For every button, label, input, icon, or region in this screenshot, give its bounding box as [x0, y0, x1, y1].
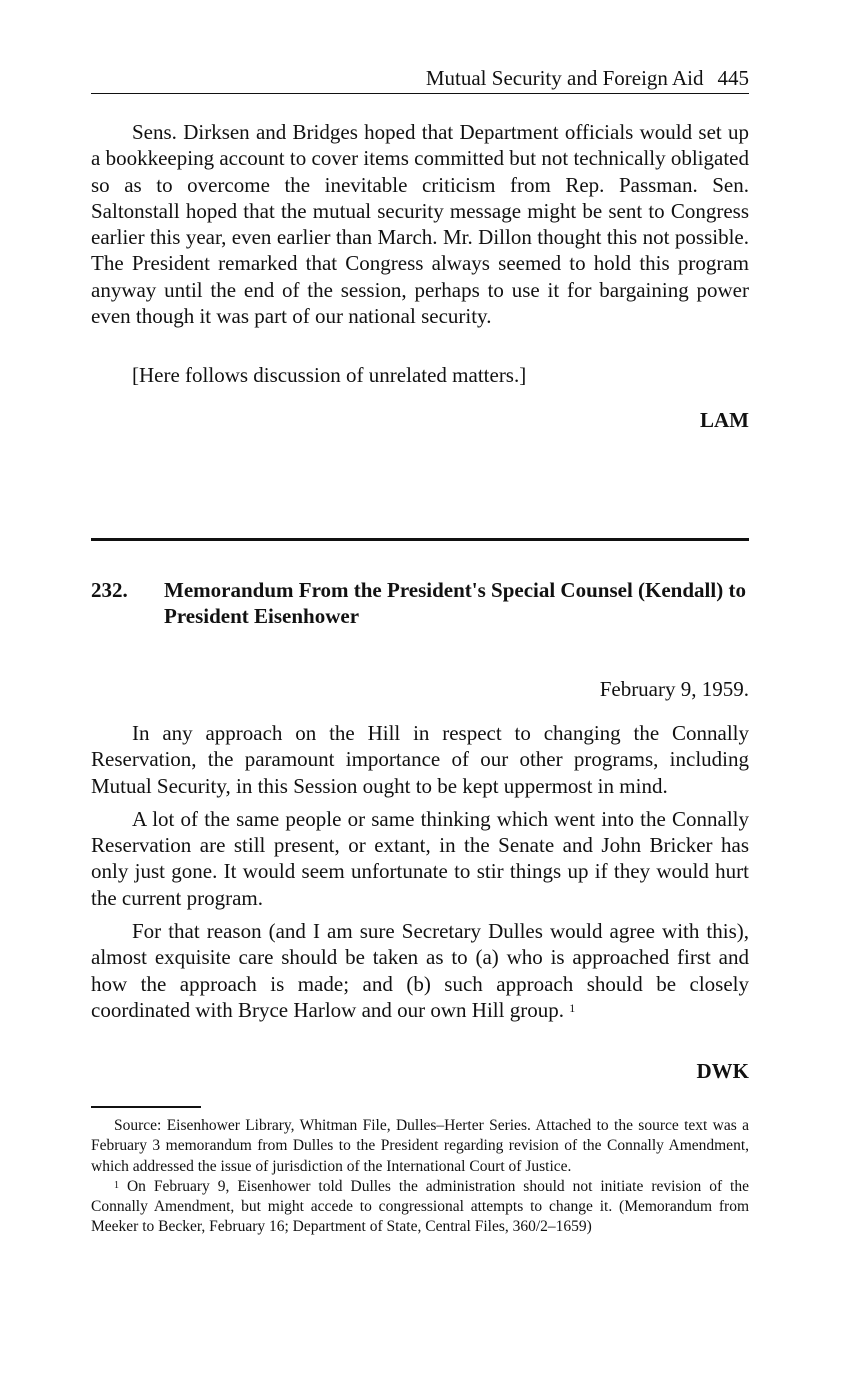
running-head	[91, 64, 749, 94]
document-date: February 9, 1959.	[599, 677, 749, 701]
footnote-1-marker: 1	[114, 1179, 119, 1191]
body-paragraph-1: In any approach on the Hill in respect to changing the Connally Reservation, the paramount importance of our other programs, including Mutual Security, in this Session ought to be kept uppermost in mind.	[91, 721, 749, 798]
footnote-1	[91, 1177, 749, 1238]
document-title: Memorandum From the President's Special Counsel (Kendall) to President Eisenhower	[164, 578, 746, 628]
body-paragraph-2: A lot of the same people or same thinking which went into the Connally Reservation are still present, or extant, in the Senate and John Bricker has only just gone. It would seem unfortunate to stir things up if they would hurt the current program.	[91, 806, 749, 910]
footnotes	[91, 1116, 749, 1238]
document-number: 232.	[91, 578, 128, 602]
previous-document-initials: LAM	[700, 408, 749, 432]
section-divider	[91, 538, 749, 541]
document-initials: DWK	[696, 1059, 749, 1083]
editorial-note	[91, 362, 749, 388]
source-note: Source: Eisenhower Library, Whitman File, Dulles–Herter Series. Attached to the source text was a February 3 memorandum from Dulles to the President regarding revision of the Connally Amendment, which addressed the issue of jurisdiction of the International Court of Justice.	[91, 1117, 749, 1175]
previous-document-text	[91, 119, 749, 329]
body-paragraph-3-text: For that reason (and I am sure Secretary Dulles would agree with this), almost exquisite care should be taken as to (a) who is approached first and how the approach is made; and (b) such approach should be closely coordinated with Bryce Harlow and our own Hill group.	[91, 919, 749, 1022]
page-number: 445	[717, 66, 749, 90]
footnote-1-text: On February 9, Eisenhower told Dulles the administration should not initiate revision of the Connally Amendment, but might accede to congressional attempts to change it. (Memorandum from Meeker to Becker, February 16; Department of State, Central Files, 360/2–1659)	[91, 1177, 749, 1236]
footnote-divider	[91, 1106, 201, 1108]
document-body	[91, 720, 749, 1023]
previous-document-paragraph: Sens. Dirksen and Bridges hoped that Department officials would set up a bookkeeping account to cover items committed but not technically obligated so as to overcome the inevitable criticism from Rep. Passman. Sen. Saltonstall hoped that the mutual security message might be sent to Congress earlier this year, even earlier than March. Mr. Dillon thought this not possible. The President remarked that Congress always seemed to hold this program anyway until the end of the session, perhaps to use it for bargaining power even though it was part of our national security.	[91, 120, 749, 329]
running-head-title: Mutual Security and Foreign Aid	[425, 66, 704, 90]
footnote-reference: 1	[569, 1000, 576, 1015]
document-heading	[91, 577, 749, 629]
editorial-note-text: [Here follows discussion of unrelated matters.]	[132, 363, 527, 387]
body-paragraph-3	[91, 918, 749, 1023]
